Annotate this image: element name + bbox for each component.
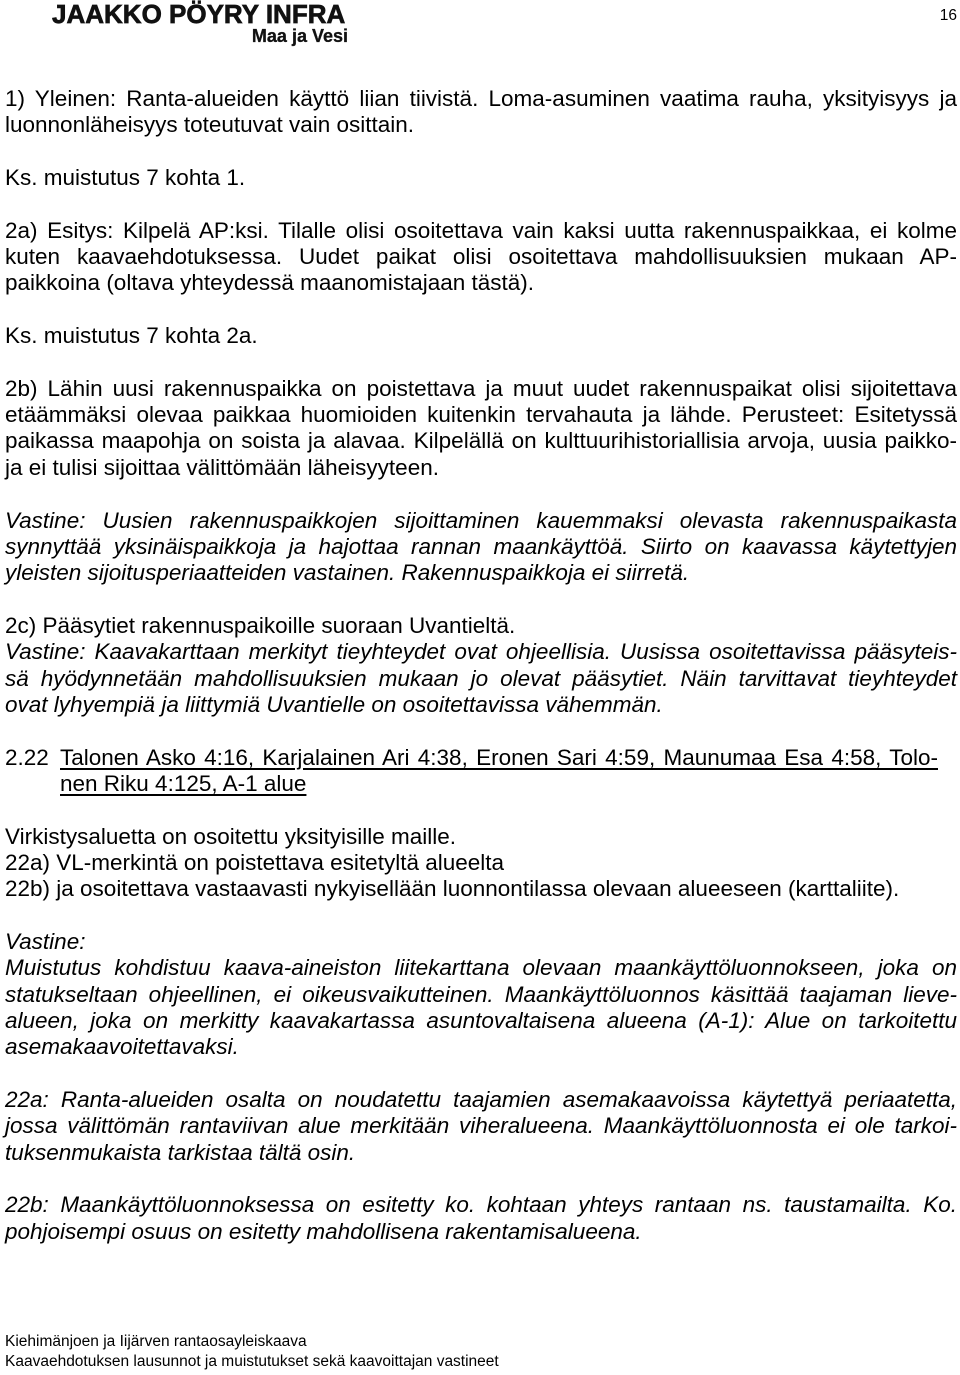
logo-subtitle: Maa ja Vesi [251, 26, 348, 46]
footer-line: Kiehimänjoen ja Iijärven rantaosayleiskaava [5, 1333, 307, 1350]
text-line: 2a) Esitys: Kilpelä AP:ksi. Tilalle olisi osoitettava vain kaksi uutta rakennuspaikkaa, ei kolme [5, 217, 957, 243]
text-line: 22a) VL-merkintä on poistettava esitetyltä alueelta [5, 849, 505, 875]
text-line: Virkistysaluetta on osoitettu yksityisille maille. [5, 823, 457, 849]
text-line: luonnonläheisyys toteutuvat vain osittain. [5, 112, 415, 138]
section-heading [5, 745, 957, 798]
page-number: 16 [939, 7, 957, 24]
response-22 [5, 929, 957, 1061]
request-22 [5, 824, 957, 903]
response-line: ovat lyhyempiä ja liittymiä Uvantielle on osoitettavissa vähemmän. [5, 691, 663, 717]
response-line: sä hyödynnetään mahdollisuuksien mukaan jo olevat pääsytiet. Näin tarvittavat tieyhteydet [5, 665, 957, 691]
reference-1 [5, 165, 957, 191]
text-line: tuksenmukaista tarkistaa tältä osin. [5, 1139, 356, 1165]
item-2a [5, 218, 957, 297]
response-label: Vastine: [5, 929, 86, 954]
text-line: 2c) Pääsytiet rakennuspaikoille suoraan Uvantieltä. [5, 612, 516, 638]
response-22b [5, 1192, 957, 1245]
text-line: paikkoina (oltava yhteydessä maanomistajaan tästä). [5, 270, 535, 296]
response-line: Vastine: Kaavakarttaan merkityt tieyhteydet ovat ohjeellisia. Uusissa osoitettavissa pääsyteis- [5, 639, 957, 665]
text-line: Muistutus kohdistuu kaava-aineiston liitekarttana olevaan maankäyttöluonnokseen, joka on [5, 955, 957, 981]
text-line: yleisten sijoitusperiaatteiden vastainen. Rakennuspaikkoja ei siirretä. [5, 560, 690, 586]
text-line: etäämmäksi olevaa paikkaa huomioiden kuitenkin tervahauta ja lähde. Perusteet: Esitetyssä [5, 402, 957, 428]
text-line: pohjoisempi osuus on esitetty mahdollisena rakentamisalueena. [5, 1218, 642, 1244]
text-line: 1) Yleinen: Ranta-alueiden käyttö liian tiivistä. Loma-asuminen vaatima rauha, yksityisyys ja [5, 86, 957, 111]
text-line: 22a: Ranta-alueiden osalta on noudatettu taajamien asemakaavoissa käytettyä periaatetta, [5, 1087, 957, 1113]
section-title-line: Talonen Asko 4:16, Karjalainen Ari 4:38, Eronen Sari 4:59, Maunumaa Esa 4:58, Tolo- [60, 744, 938, 770]
document-body [5, 86, 957, 1271]
text-line: jossa välittömän rantaviivan alue merkitään viheralueena. Maankäyttöluonnosta ei ole tarkoi- [5, 1113, 957, 1139]
text-line: kuten kaavaehdotuksessa. Uudet paikat olisi osoitettava mahdollisuuksien mukaan AP- [5, 244, 957, 270]
section-number: 2.22 [5, 744, 49, 770]
text-line: Vastine: Uusien rakennuspaikkojen sijoittaminen kauemmaksi olevasta rakennuspaikasta [5, 507, 957, 533]
text-line: synnyttää yksinäispaikkoja ja hajottaa rannan maankäyttöä. Siirto on kaavassa käytettyjen [5, 533, 957, 559]
company-logo [52, 1, 348, 45]
response-22a [5, 1087, 957, 1166]
page-footer [5, 1332, 499, 1372]
item-2c [5, 613, 957, 718]
text-line: ja ei tulisi sijoittaa välittömään läheisyyteen. [5, 454, 439, 480]
text-line: paikassa maapohja on soista ja alavaa. Kilpelällä on kulttuurihistoriallisia arvoja, uusia paikko- [5, 428, 957, 454]
text-line: statukseltaan ohjeellinen, ei oikeusvaikutteinen. Maankäyttöluonnos käsittää taajaman lieve- [5, 981, 957, 1007]
text-line: Ks. muistutus 7 kohta 1. [5, 165, 246, 191]
footer-line: Kaavaehdotuksen lausunnot ja muistutukset sekä kaavoittajan vastineet [5, 1353, 499, 1370]
logo-title: JAAKKO PÖYRY INFRA [52, 0, 346, 29]
text-line: asemakaavoitettavaksi. [5, 1034, 239, 1060]
section-title [60, 745, 938, 798]
text-line: 22b) ja osoitettava vastaavasti nykyisellään luonnontilassa olevaan alueeseen (karttaliite). [5, 876, 900, 902]
text-line: Ks. muistutus 7 kohta 2a. [5, 323, 258, 349]
text-line: 2b) Lähin uusi rakennuspaikka on poistettava ja muut uudet rakennuspaikat olisi sijoitettava [5, 375, 957, 401]
text-line: 22b: Maankäyttöluonnoksessa on esitetty ko. kohtaan yhteys rantaan ns. taustamailta. Ko. [5, 1192, 957, 1218]
section-title-line: nen Riku 4:125, A-1 alue [60, 770, 307, 796]
response-2b [5, 508, 957, 587]
text-line: alueen, joka on merkitty kaavakartassa asuntovaltaisena alueena (A-1): Alue on tarkoitettu [5, 1008, 957, 1034]
item-2b [5, 376, 957, 481]
item-1-general [5, 86, 957, 139]
reference-2a [5, 323, 957, 349]
